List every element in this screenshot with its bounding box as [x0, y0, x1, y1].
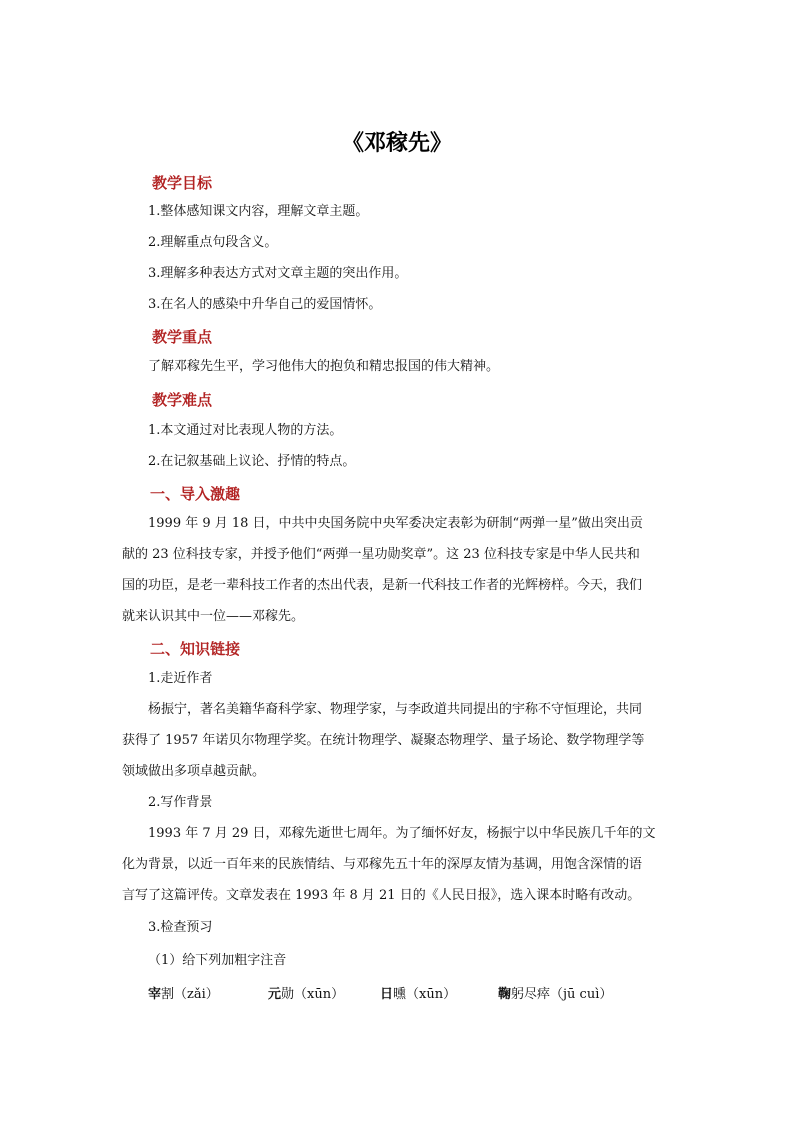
author-line-2: 获得了 1957 年诺贝尔物理学奖。在统计物理学、凝聚态物理学、量子场论、数学物理学等 [122, 733, 645, 748]
heading-section-knowledge: 二、知识链接 [150, 640, 241, 658]
author-line-3: 领域做出多项卓越贡献。 [122, 764, 266, 779]
sub-heading-background: 2.写作背景 [148, 795, 213, 810]
background-line-2: 化为背景，以近一百年来的民族情结、与邓稼先五十年的深厚友情为基调，用饱含深情的语 [122, 857, 643, 872]
sub-heading-preview: 3.检查预习 [148, 920, 213, 935]
author-line-1: 杨振宁，著名美籍华裔科学家、物理学家，与李政道共同提出的宇称不守恒理论，共同 [148, 702, 643, 717]
heading-teaching-goals: 教学目标 [152, 174, 213, 192]
intro-line-1: 1999 年 9 月 18 日，中共中央国务院中央军委决定表彰为研制“两弹一星”做出突出贡 [148, 516, 643, 531]
pinyin-rest: 勋（xūn） [281, 987, 345, 1002]
pinyin-rest: 躬尽瘁（jū cuì） [511, 987, 613, 1002]
pinyin-bold-char: 宰 [148, 987, 162, 1002]
goal-item-4: 3.在名人的感染中升华自己的爱国情怀。 [148, 297, 382, 312]
pinyin-bold-char: 元 [268, 987, 282, 1002]
intro-line-3: 国的功臣，是老一辈科技工作者的杰出代表，是新一代科技工作者的光辉榜样。今天，我们 [122, 578, 643, 593]
goal-item-3: 3.理解多种表达方式对文章主题的突出作用。 [148, 266, 408, 281]
pinyin-bold-char: 鞠 [498, 987, 512, 1002]
difficulty-item-1: 1.本文通过对比表现人物的方法。 [148, 423, 343, 438]
pinyin-item-2 [268, 983, 344, 1002]
heading-section-intro: 一、导入激趣 [150, 485, 241, 503]
pinyin-rest: 曛（xūn） [393, 987, 457, 1002]
pinyin-bold-char: 日 [380, 987, 394, 1002]
heading-teaching-difficulty: 教学难点 [152, 391, 213, 409]
goal-item-2: 2.理解重点句段含义。 [148, 235, 278, 250]
intro-line-2: 献的 23 位科技专家，并授予他们“两弹一星功勋奖章”。这 23 位科技专家是中华人民共和 [122, 547, 640, 562]
heading-teaching-focus: 教学重点 [152, 328, 213, 346]
pinyin-item-3 [380, 983, 456, 1002]
background-line-3: 言写了这篇评传。文章发表在 1993 年 8 月 21 日的《人民日报》，选入课本时略有改动。 [122, 888, 641, 903]
goal-item-1: 1.整体感知课文内容，理解文章主题。 [148, 204, 369, 219]
intro-line-4: 就来认识其中一位——邓稼先。 [122, 609, 305, 624]
background-line-1: 1993 年 7 月 29 日，邓稼先逝世七周年。为了缅怀好友，杨振宁以中华民族几千年的文 [148, 826, 656, 841]
pinyin-rest: 割（zǎi） [161, 987, 219, 1002]
page-title: 《邓稼先》 [341, 131, 452, 156]
pinyin-item-1 [148, 983, 219, 1002]
difficulty-item-2: 2.在记叙基础上议论、抒情的特点。 [148, 454, 356, 469]
focus-text: 了解邓稼先生平，学习他伟大的抱负和精忠报国的伟大精神。 [148, 359, 500, 374]
pinyin-item-4 [498, 983, 612, 1002]
sub-heading-author: 1.走近作者 [148, 671, 213, 686]
exercise-instruction: （1）给下列加粗字注音 [148, 953, 287, 968]
